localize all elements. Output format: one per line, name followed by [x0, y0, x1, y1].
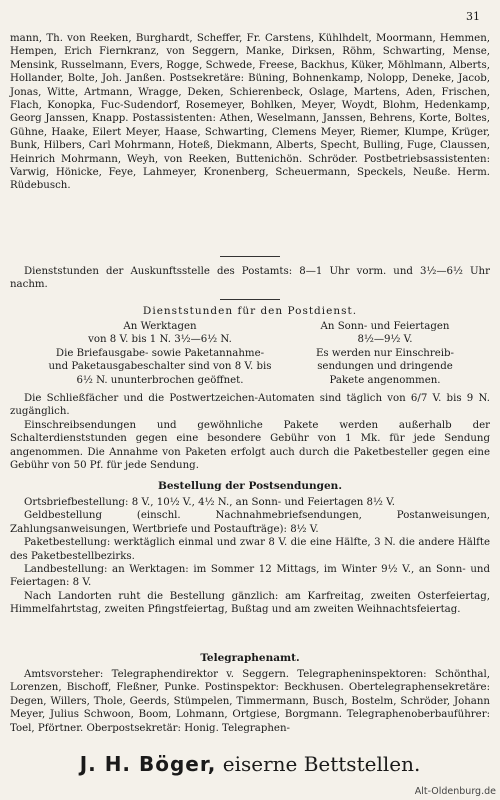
- divider-rule: [220, 299, 280, 300]
- holiday-line: sendungen und dringende: [317, 361, 453, 373]
- holiday-column: [290, 320, 480, 387]
- telegraphenamt-heading: Telegraphenamt.: [200, 652, 300, 664]
- einschreib-text: Einschreibsendungen und gewöhnliche Pakete werden außerhalb der Schalterdienststunden gegen eine besondere Gebühr von 1 Mk. für jede Sendung angenommen. Die Annahme von Paketen erfolgt auch durch die Paketbesteller gegen eine Gebühr von 50 Pf. für jede Sendung.: [10, 419, 490, 472]
- weekday-line: und Paketausgabeschalter sind von 8 V. bis: [48, 361, 272, 373]
- auskunft-hours-text: Dienststunden der Auskunftsstelle des Postamts: 8—1 Uhr vorm. und 3½—6½ Uhr nachm.: [10, 266, 490, 291]
- postdienst-notes: [10, 392, 490, 472]
- telegraphenamt-text: Amtsvorsteher: Telegraphendirektor v. Seggern. Telegrapheninspektoren: Schönthal, Lorenzen, Bischoff, Fleßner, Punke. Postinspektor: Beckhusen. Obertelegraphensekretäre: Degen, Willers, Thole, Geerds, Stümpelen, Timmermann, Busch, Bostelm, Schröder, Johann Meyer, Julius Schwoon, Boom, Lohmann, Ortgiese, Borgmann. Telegraphenoberbauführer: Toel, Pförtner. Oberpostsekretär: Honig. Telegraphen-: [10, 669, 490, 734]
- advert-text: eiserne Bettstellen.: [222, 752, 421, 776]
- holiday-line: An Sonn- und Feiertagen: [320, 321, 450, 332]
- land-text: Landbestellung: an Werktagen: im Sommer 12 Mittags, im Winter 9½ V., an Sonn- und Feiertagen: 8 V.: [10, 564, 490, 589]
- weekday-line: Die Briefausgabe- sowie Paketannahme-: [55, 347, 265, 359]
- weekday-line: An Werktagen: [123, 321, 197, 332]
- geld-text: Geldbestellung (einschl. Nachnahmebriefsendungen, Postanweisungen, Zahlungsanweisungen, Wertbriefe und Postaufträge): 8½ V.: [10, 510, 490, 535]
- paket-text: Paketbestellung: werktäglich einmal und zwar 8 V. die eine Hälfte, 3 N. die andere Hälfte des Paketbestellbezirks.: [10, 537, 490, 562]
- page-number: 31: [466, 10, 480, 23]
- watermark: Alt-Oldenburg.de: [414, 786, 496, 797]
- weekday-line: 6½ N. ununterbrochen geöffnet.: [76, 374, 244, 386]
- holiday-line: Pakete angenommen.: [329, 374, 441, 386]
- schliessfaecher-text: Die Schließfächer und die Postwertzeichen-Automaten sind täglich von 6/7 V. bis 9 N. zugänglich.: [10, 393, 490, 418]
- landorten-text: Nach Landorten ruht die Bestellung gänzlich: am Karfreitag, zweiten Osterfeiertag, Himmelfahrtstag, zweiten Pfingstfeiertag, Bußtag und am zweiten Weihnachtsfeiertag.: [10, 590, 490, 616]
- advertisement: [0, 752, 500, 776]
- holiday-line: 8½—9½ V.: [357, 334, 413, 346]
- weekday-line: von 8 V. bis 1 N. 3½—6½ N.: [88, 334, 232, 346]
- ortsbrief-text: Ortsbriefbestellung: 8 V., 10½ V., 4½ N., an Sonn- und Feiertagen 8½ V.: [24, 497, 395, 508]
- holiday-line: Es werden nur Einschreib-: [316, 347, 454, 359]
- bestellung-heading: Bestellung der Postsendungen.: [158, 480, 342, 492]
- staff-list-text: mann, Th. von Reeken, Burghardt, Scheffer, Fr. Carstens, Kühlhdelt, Moormann, Hemmen, Hempen, Erich Fiernkranz, von Seggern, Manke, Dirksen, Röhm, Schwarting, Mense, Mensink, Russelmann, Evers, Rogge, Schwede, Freese, Backhus, Küker, Möhlmann, Alberts, Hollander, Bolte, Joh. Janßen. Postsekretäre: Büning, Bohnenkamp, Nolopp, Deneke, Jacob, Jonas, Witte, Artmann, Wragge, Deken, Schierenbeck, Oslage, Martens, Aden, Frischen, Flach, Konopka, Fuc-Sudendorf, Rosemeyer, Bohlken, Meyer, Woydt, Blohm, Hedenkamp, Georg Janssen, Knapp. Postassistenten: Athen, Weselmann, Janssen, Behrens, Korte, Boltes, Gühne, Haake, Eilert Meyer, Haase, Schwarting, Clemens Meyer, Riemer, Klumpe, Krüger, Bunk, Hilbers, Carl Mohrmann, Hoteß, Diekmann, Alberts, Specht, Bulling, Fuge, Claussen, Heinrich Mohrmann, Weyh, von Reeken, Buttenichön. Schröder. Postbetriebsassistenten: Varwig, Hönicke, Feye, Lahmeyer, Kronenberg, Scheuermann, Speckels, Neuße. Herm. Rüdebusch.: [10, 33, 490, 192]
- postdienst-columns: [40, 320, 480, 390]
- staff-list-paragraph: [10, 32, 490, 193]
- weekday-column: [40, 320, 280, 387]
- divider-rule: [220, 256, 280, 257]
- bestellung-section: [10, 496, 490, 617]
- advert-name: J. H. Böger,: [79, 752, 217, 776]
- postdienst-heading: Dienststunden für den Postdienst.: [142, 305, 358, 317]
- telegraphenamt-section: [10, 668, 490, 735]
- auskunft-hours: [10, 265, 490, 292]
